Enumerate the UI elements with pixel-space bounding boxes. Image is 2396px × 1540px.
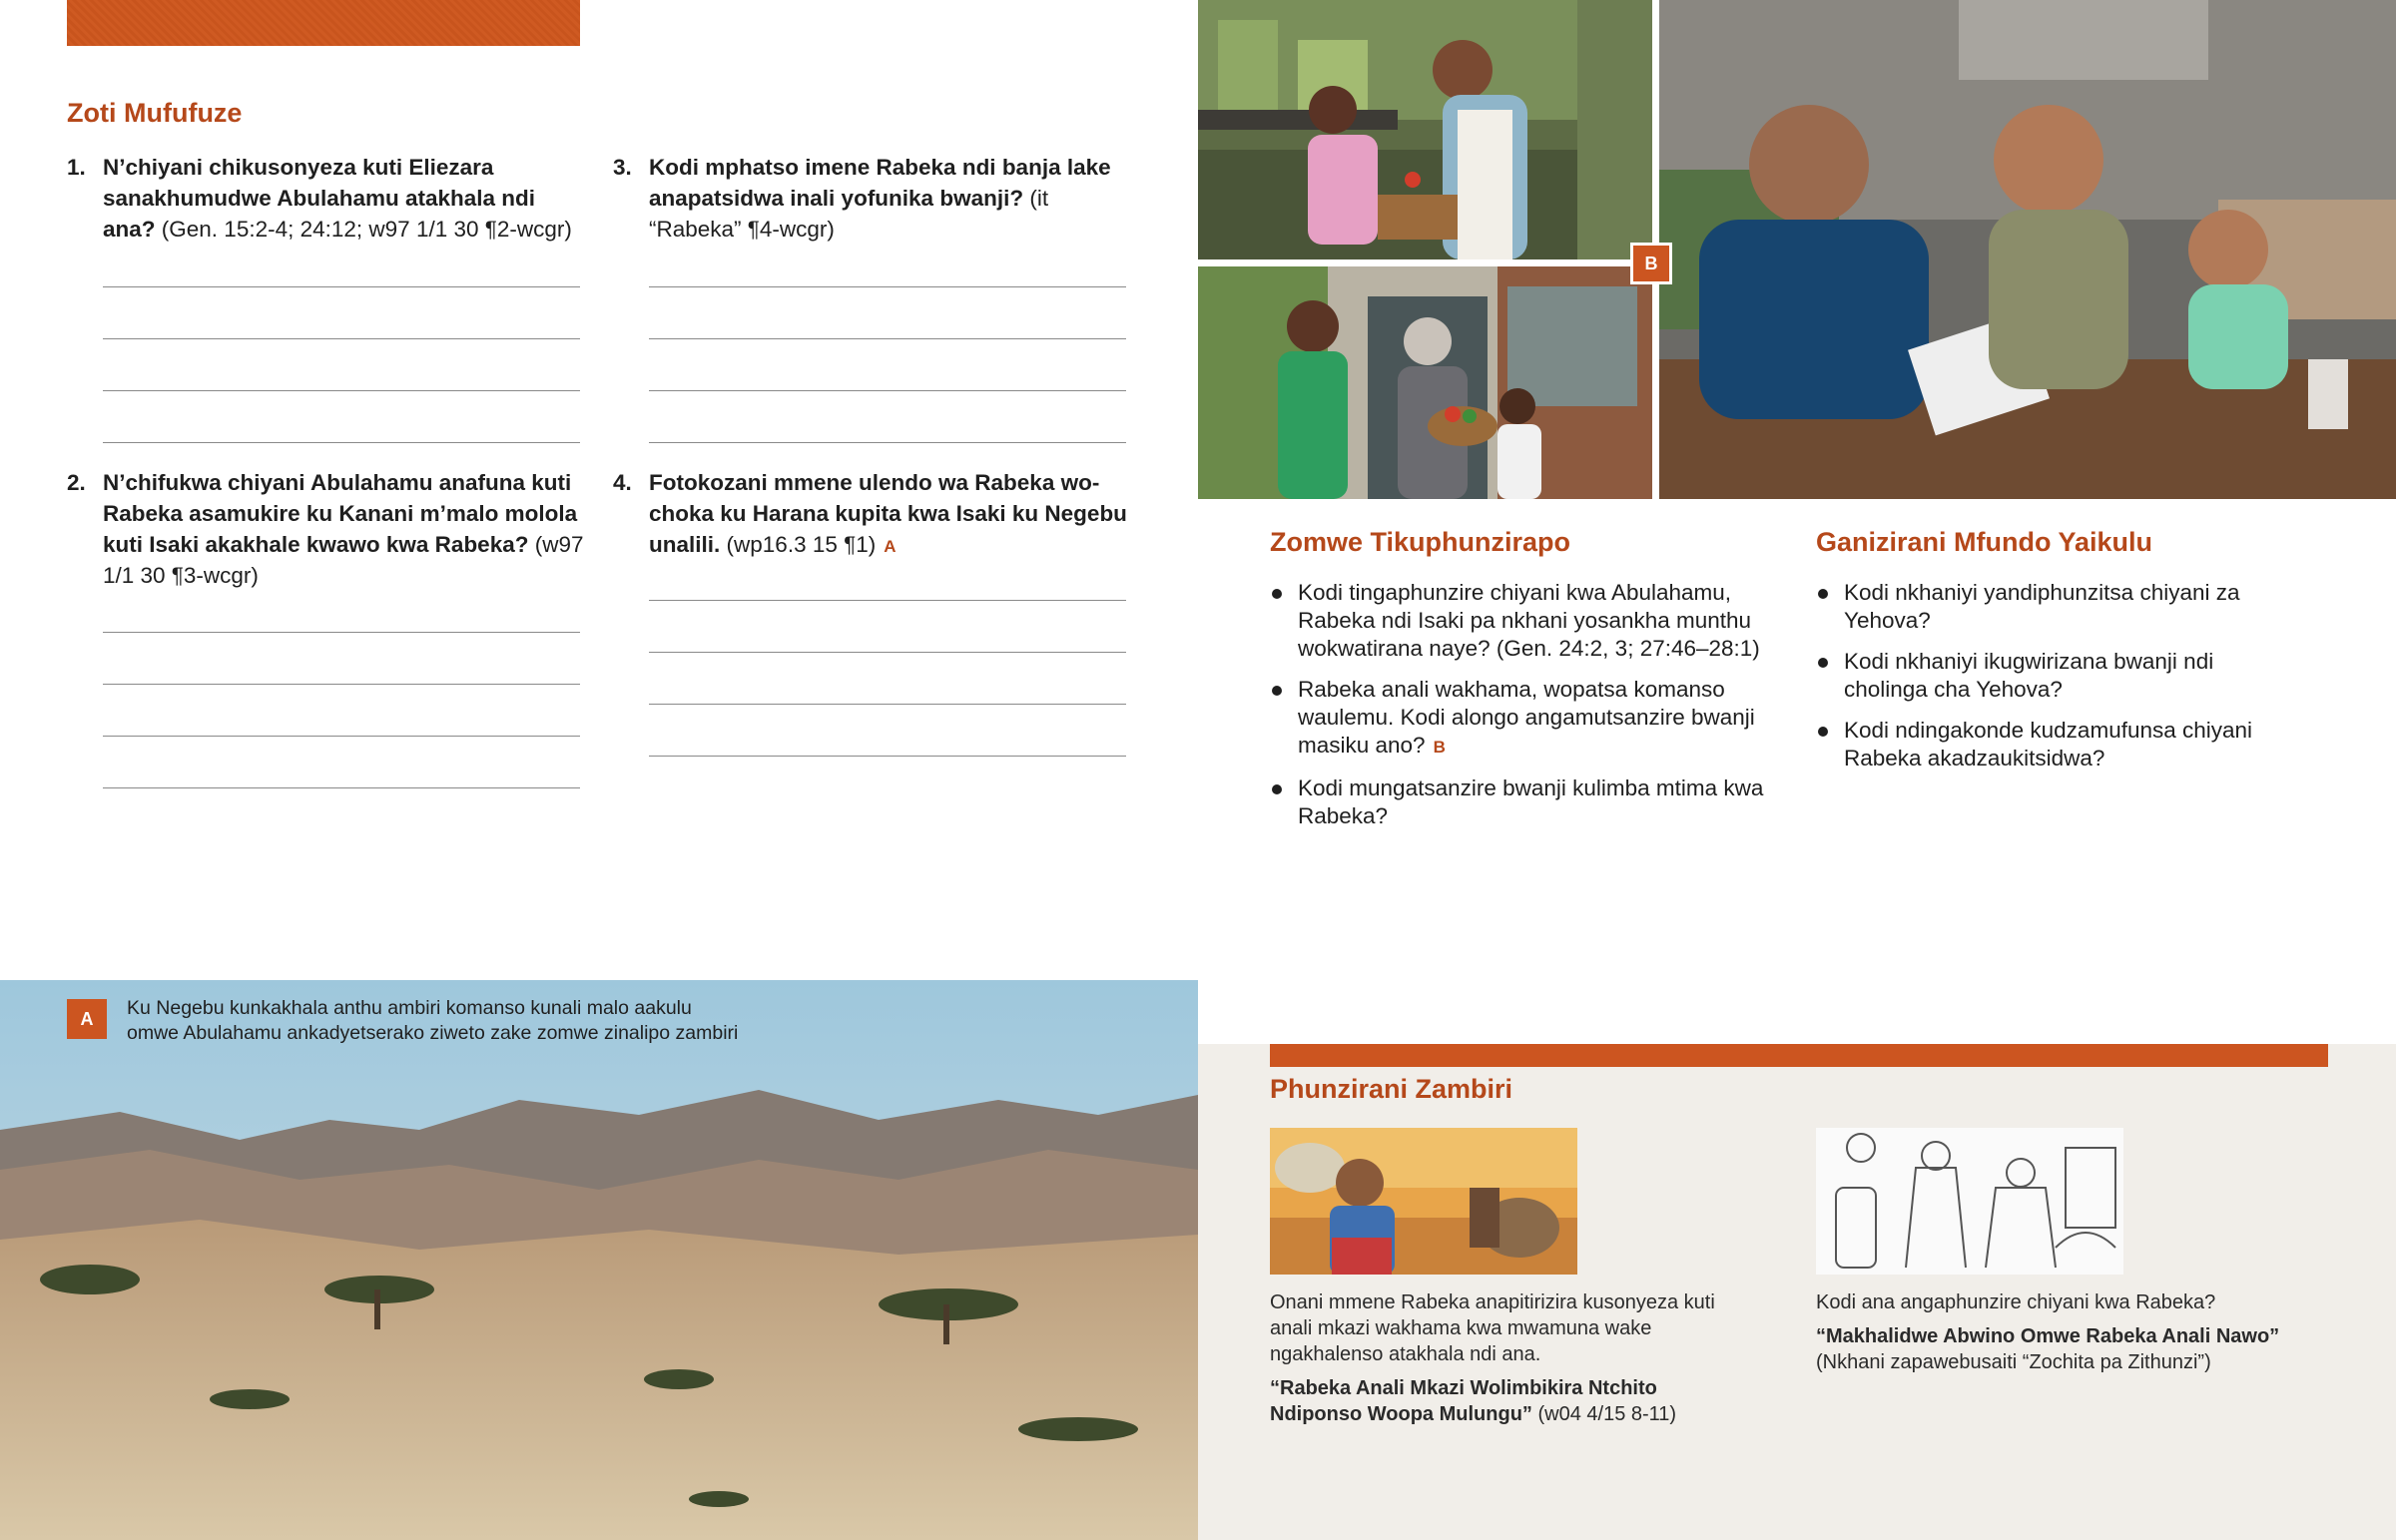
answer-lines-2 — [103, 632, 580, 839]
reflect-list — [1816, 579, 2295, 785]
question-number: 3. — [613, 155, 632, 180]
question-4 — [613, 467, 1132, 562]
photo-family-reading — [1659, 0, 2396, 499]
panel-accent-bar — [1270, 1044, 2328, 1067]
question-number: 1. — [67, 155, 86, 180]
question-2 — [67, 467, 586, 591]
reflect-title: Ganizirani Mfundo Yaikulu — [1816, 527, 2153, 557]
photo-giving-vegetables — [1198, 266, 1652, 499]
learn-more-item-1 — [1270, 1289, 1719, 1427]
discussion-list — [1270, 579, 1779, 843]
item-link-reference[interactable]: (w04 4/15 8-11) — [1537, 1403, 1677, 1425]
question-reference[interactable]: (w97 1/1 30 ¶3-wcgr) — [103, 532, 584, 588]
item-description: Onani mmene Rabeka anapitirizira kusonyeza kuti anali mkazi wakhama kwa mwamuna wake ngakhalenso atakhala ndi ana. — [1270, 1291, 1715, 1365]
photo-garden-mother-daughter — [1198, 0, 1652, 259]
section-title-study: Zoti Mufufuze — [67, 98, 243, 128]
item-link-title[interactable]: “Rabeka Anali Mkazi Wolimbikira Ntchito Ndiponso Woopa Mulungu” — [1270, 1377, 1657, 1425]
image-reference-badge: B — [1433, 738, 1446, 757]
illustration-rebekah-water[interactable] — [1270, 1128, 1577, 1275]
item-link[interactable] — [1816, 1323, 2295, 1375]
question-number: 2. — [67, 470, 86, 495]
discussion-item-text: Rabeka anali wakhama, wopatsa komanso waulemu. Kodi alongo angamutsanzire bwanji masiku ano? — [1298, 677, 1755, 758]
discussion-item: Kodi mungatsanzire bwanji kulimba mtima kwa Rabeka? — [1270, 774, 1779, 830]
answer-lines-4 — [649, 600, 1126, 807]
image-reference-badge: A — [884, 537, 897, 556]
question-3 — [613, 152, 1132, 245]
decorative-orange-bar — [67, 0, 580, 46]
reflect-item: Kodi ndingakonde kudzamufunsa chiyani Rabeka akadzaukitsidwa? — [1816, 717, 2295, 772]
item-link-title[interactable]: “Makhalidwe Abwino Omwe Rabeka Anali Nawo” — [1816, 1325, 2280, 1347]
question-reference[interactable]: (wp16.3 15 ¶1) — [726, 532, 877, 557]
caption-line: Ku Negebu kunkakhala anthu ambiri komanso kunali malo aakulu — [127, 997, 692, 1019]
reflect-item: Kodi nkhaniyi yandiphunzitsa chiyani za Yehova? — [1816, 579, 2295, 635]
image-badge-a: A — [67, 999, 107, 1039]
question-number: 4. — [613, 470, 632, 495]
item-link[interactable] — [1270, 1375, 1719, 1427]
caption-line: omwe Abulahamu ankadyetserako ziweto zake zomwe zinalipo zambiri — [127, 1022, 739, 1044]
question-reference[interactable]: (it “Rabeka” ¶4-wcgr) — [649, 186, 1049, 242]
question-text: Kodi mphatso imene Rabeka ndi banja lake anapatsidwa inali yofunika bwanji? — [649, 155, 1111, 211]
discussion-item — [1270, 676, 1779, 762]
question-text: N’chifukwa chiyani Abulahamu anafuna kuti Rabeka asamukire ku Kanani m’malo molola kuti Isaki akakhale kwawo kwa Rabeka? — [103, 470, 578, 557]
illustration-coloring-page[interactable] — [1816, 1128, 2123, 1275]
answer-lines-3 — [649, 286, 1126, 494]
learn-more-title: Phunzirani Zambiri — [1270, 1074, 1513, 1104]
item-description: Kodi ana angaphunzire chiyani kwa Rabeka? — [1816, 1291, 2216, 1313]
question-text: N’chiyani chikusonyeza kuti Eliezara sanakhumudwe Abulahamu atakhala ndi ana? — [103, 155, 536, 242]
reflect-item: Kodi nkhaniyi ikugwirizana bwanji ndi cholinga cha Yehova? — [1816, 648, 2295, 704]
item-link-reference[interactable]: (Nkhani zapawebusaiti “Zochita pa Zithunzi”) — [1816, 1351, 2211, 1373]
discussion-item: Kodi tingaphunzire chiyani kwa Abulahamu, Rabeka ndi Isaki pa nkhani yosankha munthu wokwatirana naye? (Gen. 24:2, 3; 27:46–28:1) — [1270, 579, 1779, 663]
question-1 — [67, 152, 586, 245]
learn-more-item-2 — [1816, 1289, 2295, 1375]
answer-lines-1 — [103, 286, 580, 494]
question-text: Fotokozani mmene ulendo wa Rabeka wochoka ku Harana kupita kwa Isaki ku Negebu unalili. — [649, 470, 1127, 557]
discussion-title: Zomwe Tikuphunzirapo — [1270, 527, 1571, 557]
landscape-caption — [127, 996, 925, 1046]
image-badge-b: B — [1630, 243, 1672, 284]
question-reference[interactable]: (Gen. 15:2-4; 24:12; w97 1/1 30 ¶2-wcgr) — [161, 217, 572, 242]
photo-negev-landscape — [0, 980, 1198, 1540]
